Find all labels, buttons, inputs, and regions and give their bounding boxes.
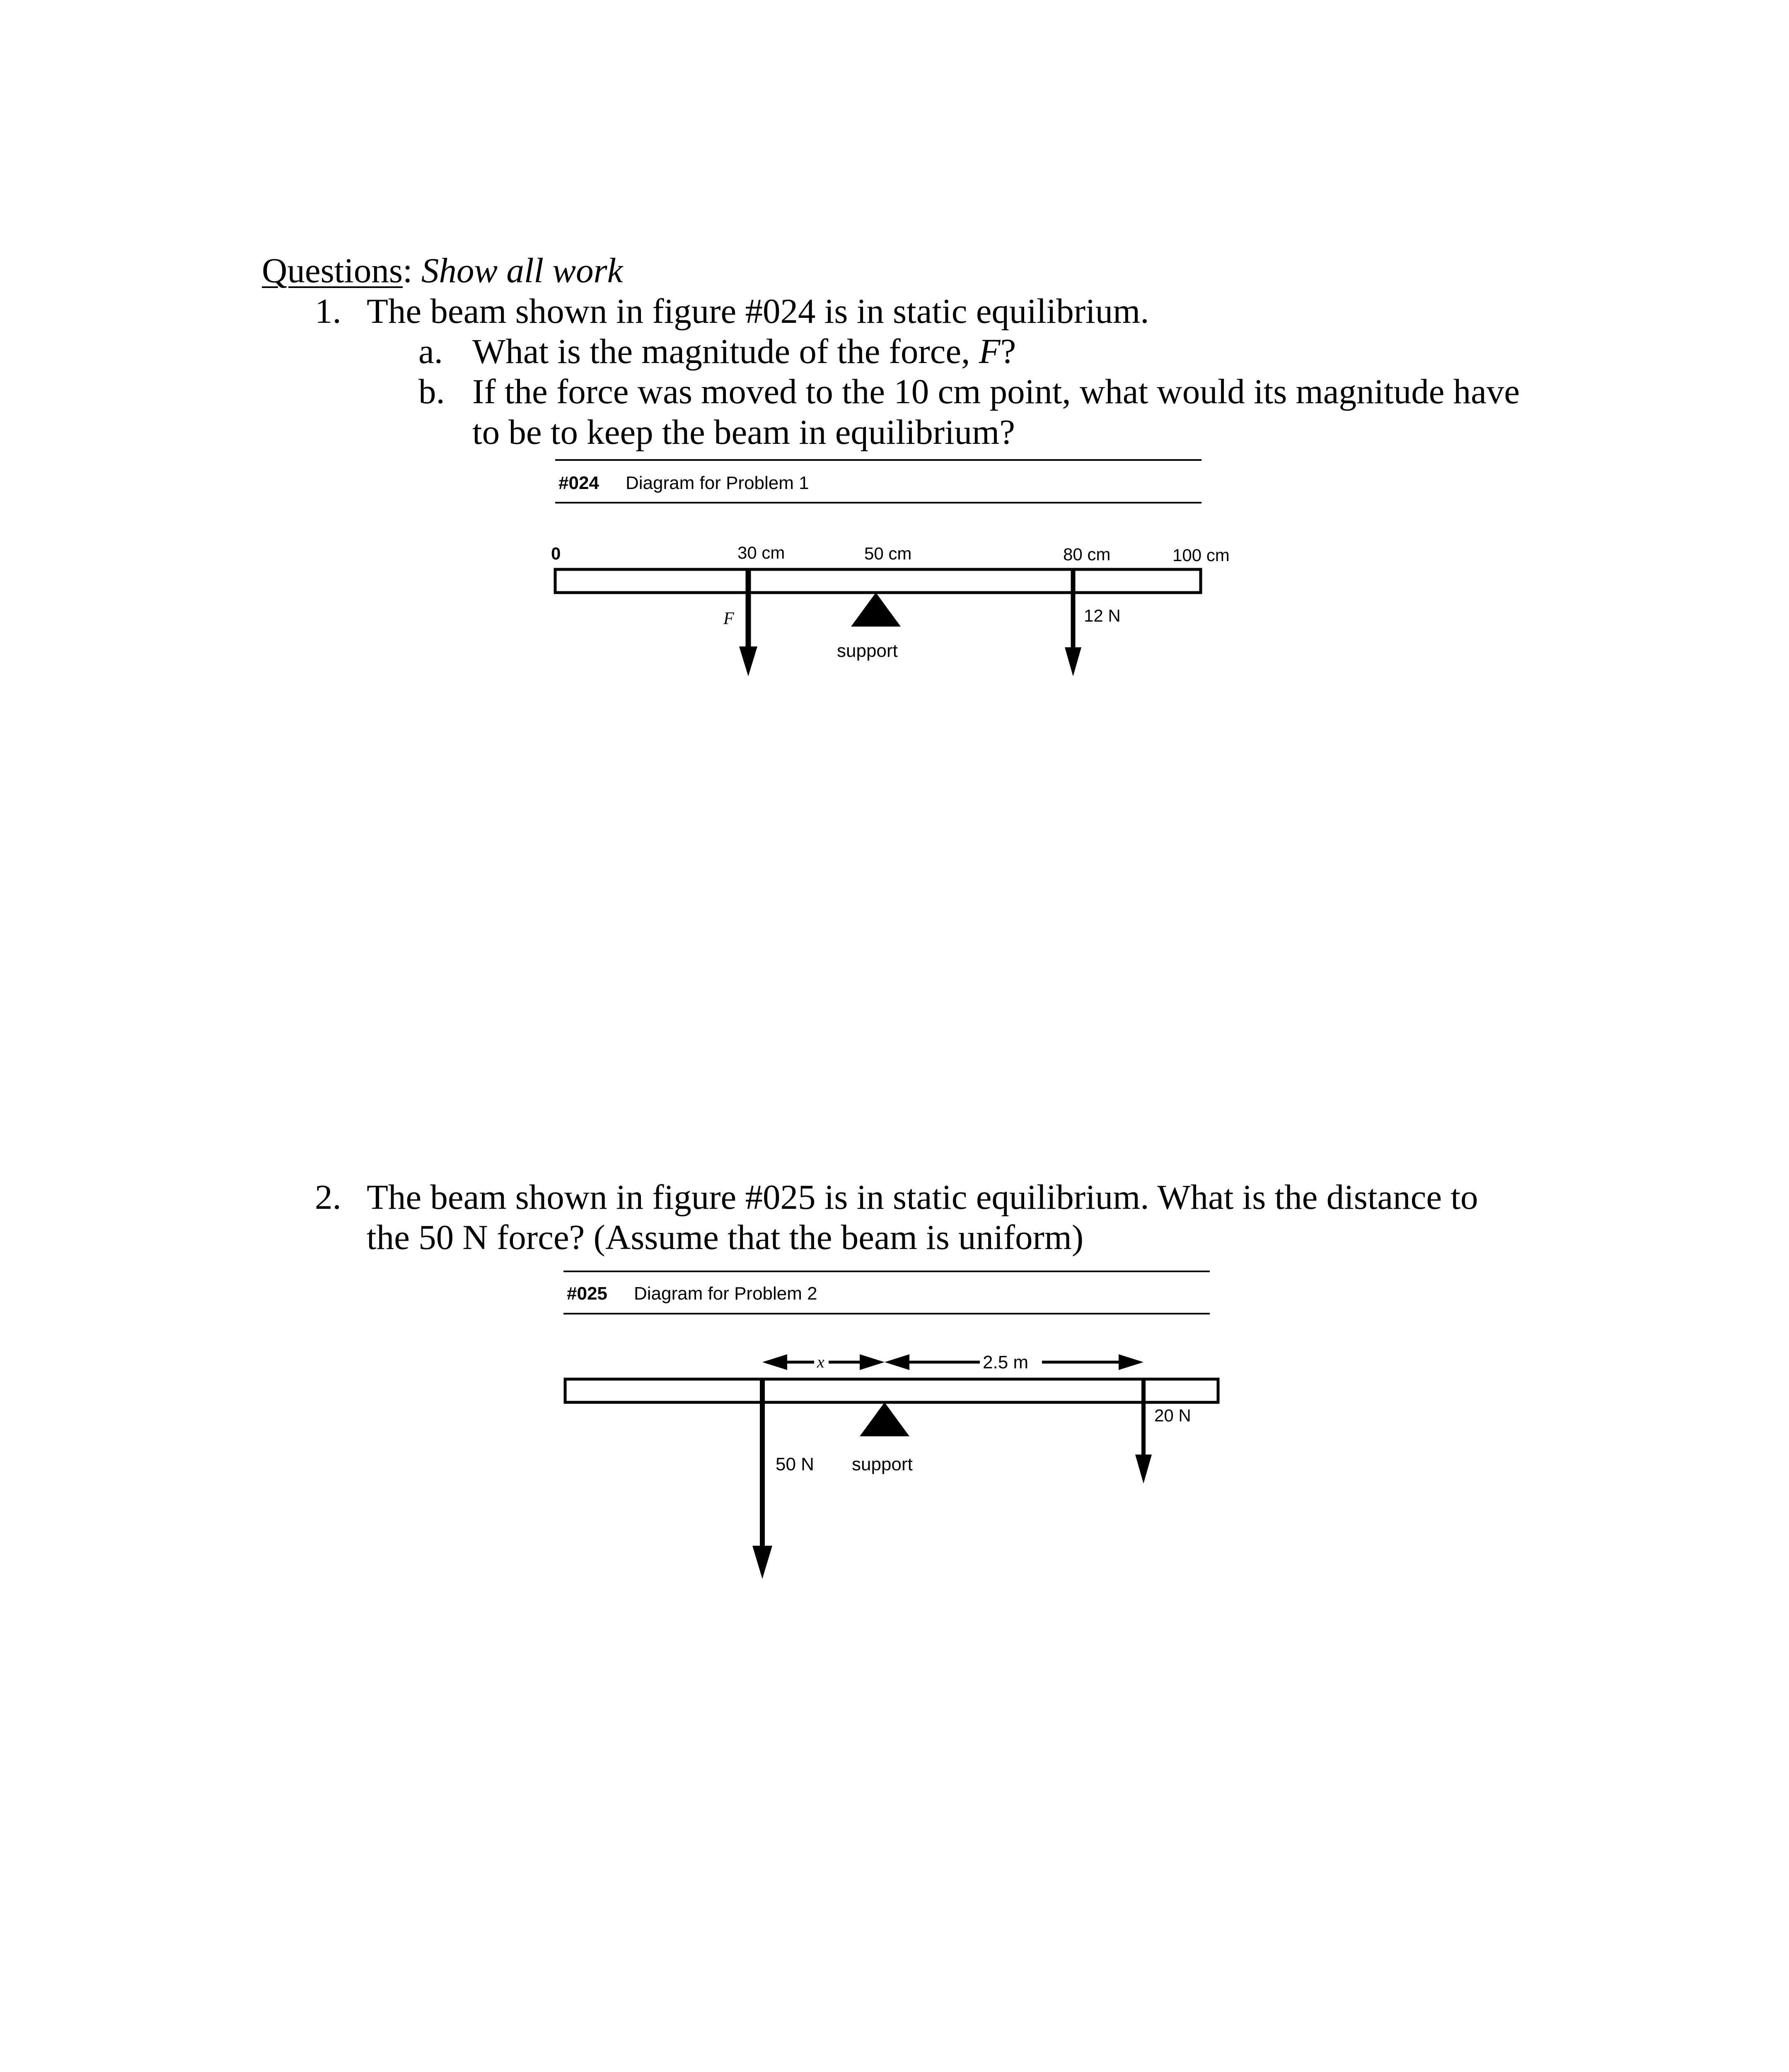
q2-line1: The beam shown in figure #025 is in static equilibrium. What is the distance to	[367, 1178, 1478, 1217]
fig025-caption: Diagram for Problem 2	[634, 1283, 817, 1304]
figure-024-svg	[497, 448, 1243, 696]
q1a-marker: a.	[418, 332, 443, 371]
q2-line2: the 50 N force? (Assume that the beam is uniform)	[367, 1218, 1084, 1257]
q1b-line2: to be to keep the beam in equilibrium?	[472, 413, 1015, 452]
q1-number: 1.	[315, 292, 341, 331]
fig025-beam	[565, 1379, 1218, 1402]
fig025-x-dim-right-head	[860, 1354, 885, 1370]
fig024-weight-head	[1065, 647, 1081, 676]
fig025-support-label: support	[852, 1454, 913, 1474]
fig024-label-80: 80 cm	[1063, 545, 1111, 564]
fig025-id: #025	[567, 1283, 607, 1304]
fig024-label-100: 100 cm	[1173, 545, 1230, 565]
figure-025	[497, 1264, 1243, 1595]
fig024-force-f-label: F	[723, 609, 734, 628]
fig024-force-f-head	[739, 646, 757, 676]
fig024-beam	[555, 569, 1201, 593]
fig025-weight-head	[1135, 1455, 1152, 1484]
fig025-force-head	[752, 1546, 772, 1579]
fig024-weight-label: 12 N	[1084, 606, 1121, 625]
questions-header	[262, 250, 623, 291]
fig025-dist-label: 2.5 m	[983, 1352, 1029, 1372]
fig025-support-triangle	[860, 1402, 909, 1436]
fig025-d-dim-left-head	[885, 1354, 909, 1370]
fig025-force-label: 50 N	[776, 1454, 814, 1474]
fig024-label-50: 50 cm	[864, 544, 912, 563]
q1a-text-before: What is the magnitude of the force,	[472, 332, 979, 371]
fig024-support-triangle	[851, 593, 901, 627]
figure-024	[497, 448, 1243, 696]
q1b-line1: If the force was moved to the 10 cm point, what would its magnitude have	[472, 372, 1520, 411]
questions-colon: :	[403, 251, 413, 290]
instruction-text: Show all work	[421, 251, 623, 290]
q1a-text	[472, 331, 1016, 372]
fig024-support-label: support	[837, 641, 898, 661]
q1b-marker: b.	[418, 372, 445, 411]
q1a-var: F	[979, 332, 1001, 371]
fig024-caption: Diagram for Problem 1	[626, 473, 809, 493]
q2-number: 2.	[315, 1178, 341, 1217]
figure-025-svg	[497, 1264, 1243, 1595]
questions-label: Questions	[262, 251, 403, 290]
fig025-weight-label: 20 N	[1154, 1406, 1191, 1425]
fig024-id: #024	[558, 473, 599, 493]
fig025-x-label: x	[817, 1353, 824, 1371]
q1-text: The beam shown in figure #024 is in static equilibrium.	[367, 292, 1149, 331]
fig025-x-dim-left-head	[762, 1354, 787, 1370]
fig024-label-0: 0	[551, 544, 561, 563]
fig024-label-30: 30 cm	[737, 543, 785, 562]
fig025-d-dim-right-head	[1119, 1354, 1144, 1370]
q1a-text-after: ?	[1000, 332, 1016, 371]
